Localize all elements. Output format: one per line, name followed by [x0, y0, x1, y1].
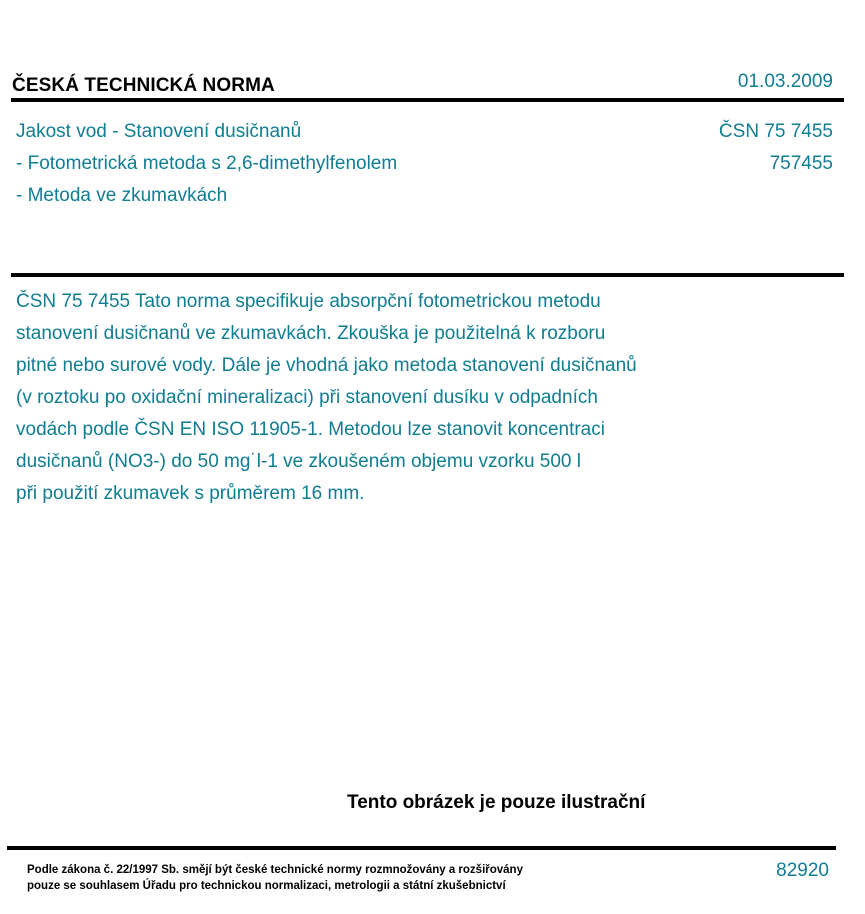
title-line: Jakost vod - Stanovení dusičnanů: [16, 121, 302, 142]
abstract-line: pitné nebo surové vody. Dále je vhodná jako metoda stanovení dusičnanů: [16, 355, 637, 376]
standard-code: ČSN 75 7455: [718, 121, 833, 142]
section-divider: [11, 273, 844, 277]
abstract-line: vodách podle ČSN EN ISO 11905-1. Metodou lze stanovit koncentraci: [16, 419, 605, 440]
abstract-line: stanovení dusičnanů ve zkumavkách. Zkouška je použitelná k rozboru: [16, 323, 606, 344]
abstract-line: (v roztoku po oxidační mineralizaci) při stanovení dusíku v odpadních: [16, 387, 598, 408]
header-title: ČESKÁ TECHNICKÁ NORMA: [12, 75, 275, 96]
title-line: - Fotometrická metoda s 2,6-dimethylfenolem: [16, 153, 398, 174]
standard-codes: [719, 116, 833, 180]
document-title: [16, 116, 397, 212]
footer-legal-notice: [27, 862, 523, 894]
publication-date: 01.03.2009: [737, 71, 833, 92]
illustration-note: Tento obrázek je pouze ilustrační: [347, 792, 646, 813]
abstract-line: dusičnanů (NO3-) do 50 mg˙l-1 ve zkoušeném objemu vzorku 500 l: [16, 451, 581, 472]
header-divider: [11, 98, 844, 102]
footer-divider: [7, 846, 836, 850]
title-line: - Metoda ve zkumavkách: [16, 185, 228, 206]
abstract-line: ČSN 75 7455 Tato norma specifikuje absorpční fotometrickou metodu: [16, 291, 601, 312]
classification-number: 757455: [769, 153, 833, 174]
legal-line: Podle zákona č. 22/1997 Sb. smějí být české technické normy rozmnožovány a rozšiřovány: [27, 864, 523, 876]
catalog-number: 82920: [776, 860, 829, 881]
abstract-line: při použití zkumavek s průměrem 16 mm.: [16, 483, 365, 504]
abstract-text: [16, 286, 776, 510]
legal-line: pouze se souhlasem Úřadu pro technickou normalizaci, metrologii a státní zkušebnictví: [27, 880, 506, 892]
